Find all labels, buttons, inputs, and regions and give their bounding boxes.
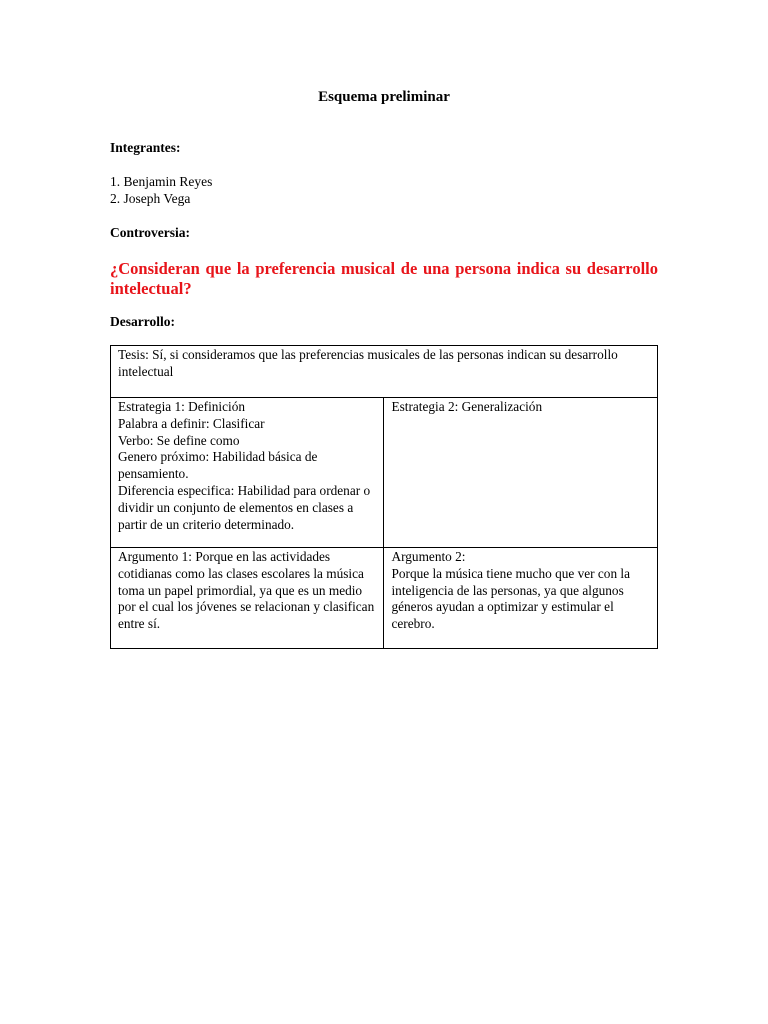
controversy-question: ¿Consideran que la preferencia musical de una persona indica su desarrollo intelectual? [110, 259, 658, 298]
member-item: 2. Joseph Vega [110, 191, 191, 206]
argument-2-text: Porque la música tiene mucho que ver con la inteligencia de las personas, ya que algunos géneros ayudan a optimizar y estimular el cerebro. [391, 565, 631, 632]
strategy-1-difference: Diferencia especifica: Habilidad para ordenar o dividir un conjunto de elementos en clases a partir de un criterio determinado. [118, 482, 371, 532]
strategy-1-verb: Verbo: Se define como [118, 432, 240, 448]
member-item: 1. Benjamin Reyes [110, 174, 213, 189]
argument-row [111, 548, 658, 649]
page-title: Esquema preliminar [318, 89, 450, 105]
argument-2-cell [384, 548, 658, 649]
strategy-1-genus: Genero próximo: Habilidad básica de pensamiento. [118, 449, 318, 482]
argument-1-cell: Argumento 1: Porque en las actividades cotidianas como las clases escolares la música toma un papel primordial, ya que es un medio por el cual los jóvenes se relacionan y clasifican entre sí. [111, 548, 384, 649]
members-list [110, 173, 212, 207]
controversy-label: Controversia: [110, 225, 190, 240]
strategy-2-cell: Estrategia 2: Generalización [384, 398, 658, 548]
thesis-row [111, 346, 658, 398]
development-label: Desarrollo: [110, 314, 175, 329]
members-label: Integrantes: [110, 140, 181, 155]
argument-2-heading: Argumento 2: [391, 549, 466, 564]
strategy-row [111, 398, 658, 548]
thesis-cell: Tesis: Sí, si consideramos que las preferencias musicales de las personas indican su desarrollo intelectual [111, 346, 658, 398]
strategy-1-word: Palabra a definir: Clasificar [118, 415, 265, 431]
strategy-1-cell [111, 398, 384, 548]
development-table [110, 345, 658, 649]
strategy-1-title: Estrategia 1: Definición [118, 399, 246, 414]
